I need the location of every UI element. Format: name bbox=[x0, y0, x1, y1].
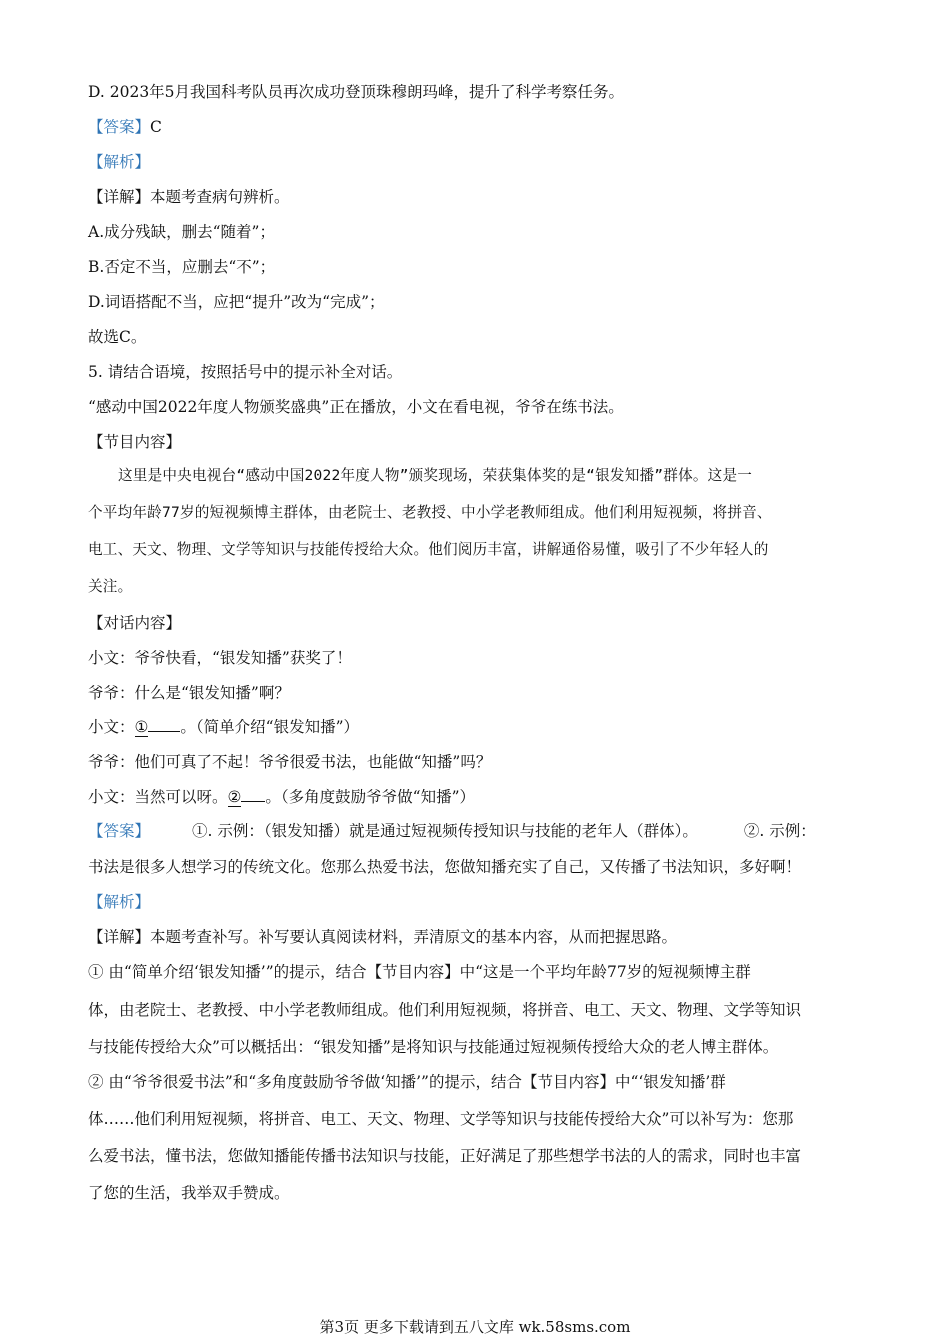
dialogue-line: 爷爷：他们可真了不起！爷爷很爱书法，也能做“知播”吗？ bbox=[88, 753, 492, 771]
dialogue-line: 爷爷：什么是“银发知播”啊？ bbox=[88, 684, 290, 702]
speaker: 小文： bbox=[88, 718, 135, 736]
dialogue-content-heading: 【对话内容】 bbox=[88, 614, 182, 632]
detail-paragraph-line: 与技能传授给大众”可以概括出：“银发知播”是将知识与技能通过短视频传授给大众的老人博主群体。 bbox=[88, 1038, 779, 1056]
option-d-text: D. 2023年5月我国科考队员再次成功登顶珠穆朗玛峰，提升了科学考察任务。 bbox=[88, 83, 625, 101]
answer-2-part-2: ②. 示例： bbox=[743, 822, 816, 840]
detail-paragraph-line: 体，由老院士、老教授、中小学老教师组成。他们利用短视频，将拼音、电工、天文、物理、文学等知识 bbox=[88, 1001, 802, 1019]
program-paragraph-line: 关注。 bbox=[88, 578, 133, 595]
answer-row-1 bbox=[88, 117, 162, 137]
answer-2-continuation: 书法是很多人想学习的传统文化。您那么热爱书法，您做知播充实了自己，又传播了书法知识，多好啊！ bbox=[88, 858, 802, 876]
detail-paragraph-line: ① 由“简单介绍‘银发知播’”的提示，结合【节目内容】中“这是一个平均年龄77岁的短视频博主群 bbox=[88, 963, 751, 981]
program-paragraph-line: 这里是中央电视台“感动中国2022年度人物”颁奖现场，荣获集体奖的是“银发知播”群体。这是一 bbox=[118, 467, 753, 484]
program-paragraph-line: 电工、天文、物理、文学等知识与技能传授给大众。他们阅历丰富，讲解通俗易懂，吸引了不少年轻人的 bbox=[88, 541, 769, 558]
option-d-explanation: D.词语搭配不当，应把“提升”改为“完成”； bbox=[88, 293, 385, 311]
page-footer: 第3页 更多下载请到五八文库 wk.58sms.com bbox=[319, 1318, 631, 1336]
answer-label: 【答案】 bbox=[88, 822, 151, 840]
blank-1-number: ① bbox=[134, 718, 149, 736]
detail-paragraph-line: ② 由“爷爷很爱书法”和“多角度鼓励爷爷做‘知播’”的提示，结合【节目内容】中“‘银发知播’群 bbox=[88, 1073, 726, 1091]
detail-heading: 【详解】本题考查补写。补写要认真阅读材料，弄清原文的基本内容，从而把握思路。 bbox=[88, 928, 678, 946]
blank-2-line bbox=[241, 787, 265, 802]
dialogue-line-blank-2 bbox=[88, 787, 475, 807]
analysis-label: 【解析】 bbox=[88, 893, 151, 911]
detail-paragraph-line: 体……他们利用短视频，将拼音、电工、天文、物理、文学等知识与技能传授给大众”可以补写为：您那 bbox=[88, 1110, 794, 1128]
answer-value: C bbox=[150, 118, 162, 136]
speaker: 小文：当然可以呀。 bbox=[88, 788, 228, 806]
program-content-heading: 【节目内容】 bbox=[88, 433, 182, 451]
analysis-label: 【解析】 bbox=[88, 153, 151, 171]
question-5-context: “感动中国2022年度人物颁奖盛典”正在播放，小文在看电视，爷爷在练书法。 bbox=[88, 398, 624, 416]
blank-1-hint: 。（简单介绍“银发知播”） bbox=[180, 718, 360, 736]
dialogue-line: 小文：爷爷快看，“银发知播”获奖了！ bbox=[88, 649, 352, 667]
dialogue-line-blank-1 bbox=[88, 717, 359, 737]
blank-1-line bbox=[148, 717, 180, 732]
option-a-explanation: A.成分残缺，删去“随着”； bbox=[88, 223, 275, 241]
blank-2-number: ② bbox=[227, 788, 242, 806]
detail-paragraph-line: 么爱书法，懂书法，您做知播能传播书法知识与技能，正好满足了那些想学书法的人的需求，同时也丰富 bbox=[88, 1147, 802, 1165]
detail-heading: 【详解】本题考查病句辨析。 bbox=[88, 188, 290, 206]
question-5-title: 5. 请结合语境，按照括号中的提示补全对话。 bbox=[88, 363, 403, 381]
option-b-explanation: B.否定不当，应删去“不”； bbox=[88, 258, 276, 276]
detail-paragraph-line: 了您的生活，我举双手赞成。 bbox=[88, 1184, 290, 1202]
program-paragraph-line: 个平均年龄77岁的短视频博主群体，由老院士、老教授、中小学老教师组成。他们利用短视频，将拼音、 bbox=[88, 504, 772, 521]
answer-label: 【答案】 bbox=[88, 118, 151, 136]
blank-2-hint: 。（多角度鼓励爷爷做“知播”） bbox=[265, 788, 476, 806]
answer-row-2 bbox=[88, 821, 816, 841]
conclusion: 故选C。 bbox=[88, 328, 147, 346]
answer-2-part-1: ①. 示例：（银发知播）就是通过短视频传授知识与技能的老年人（群体）。 bbox=[192, 822, 698, 840]
